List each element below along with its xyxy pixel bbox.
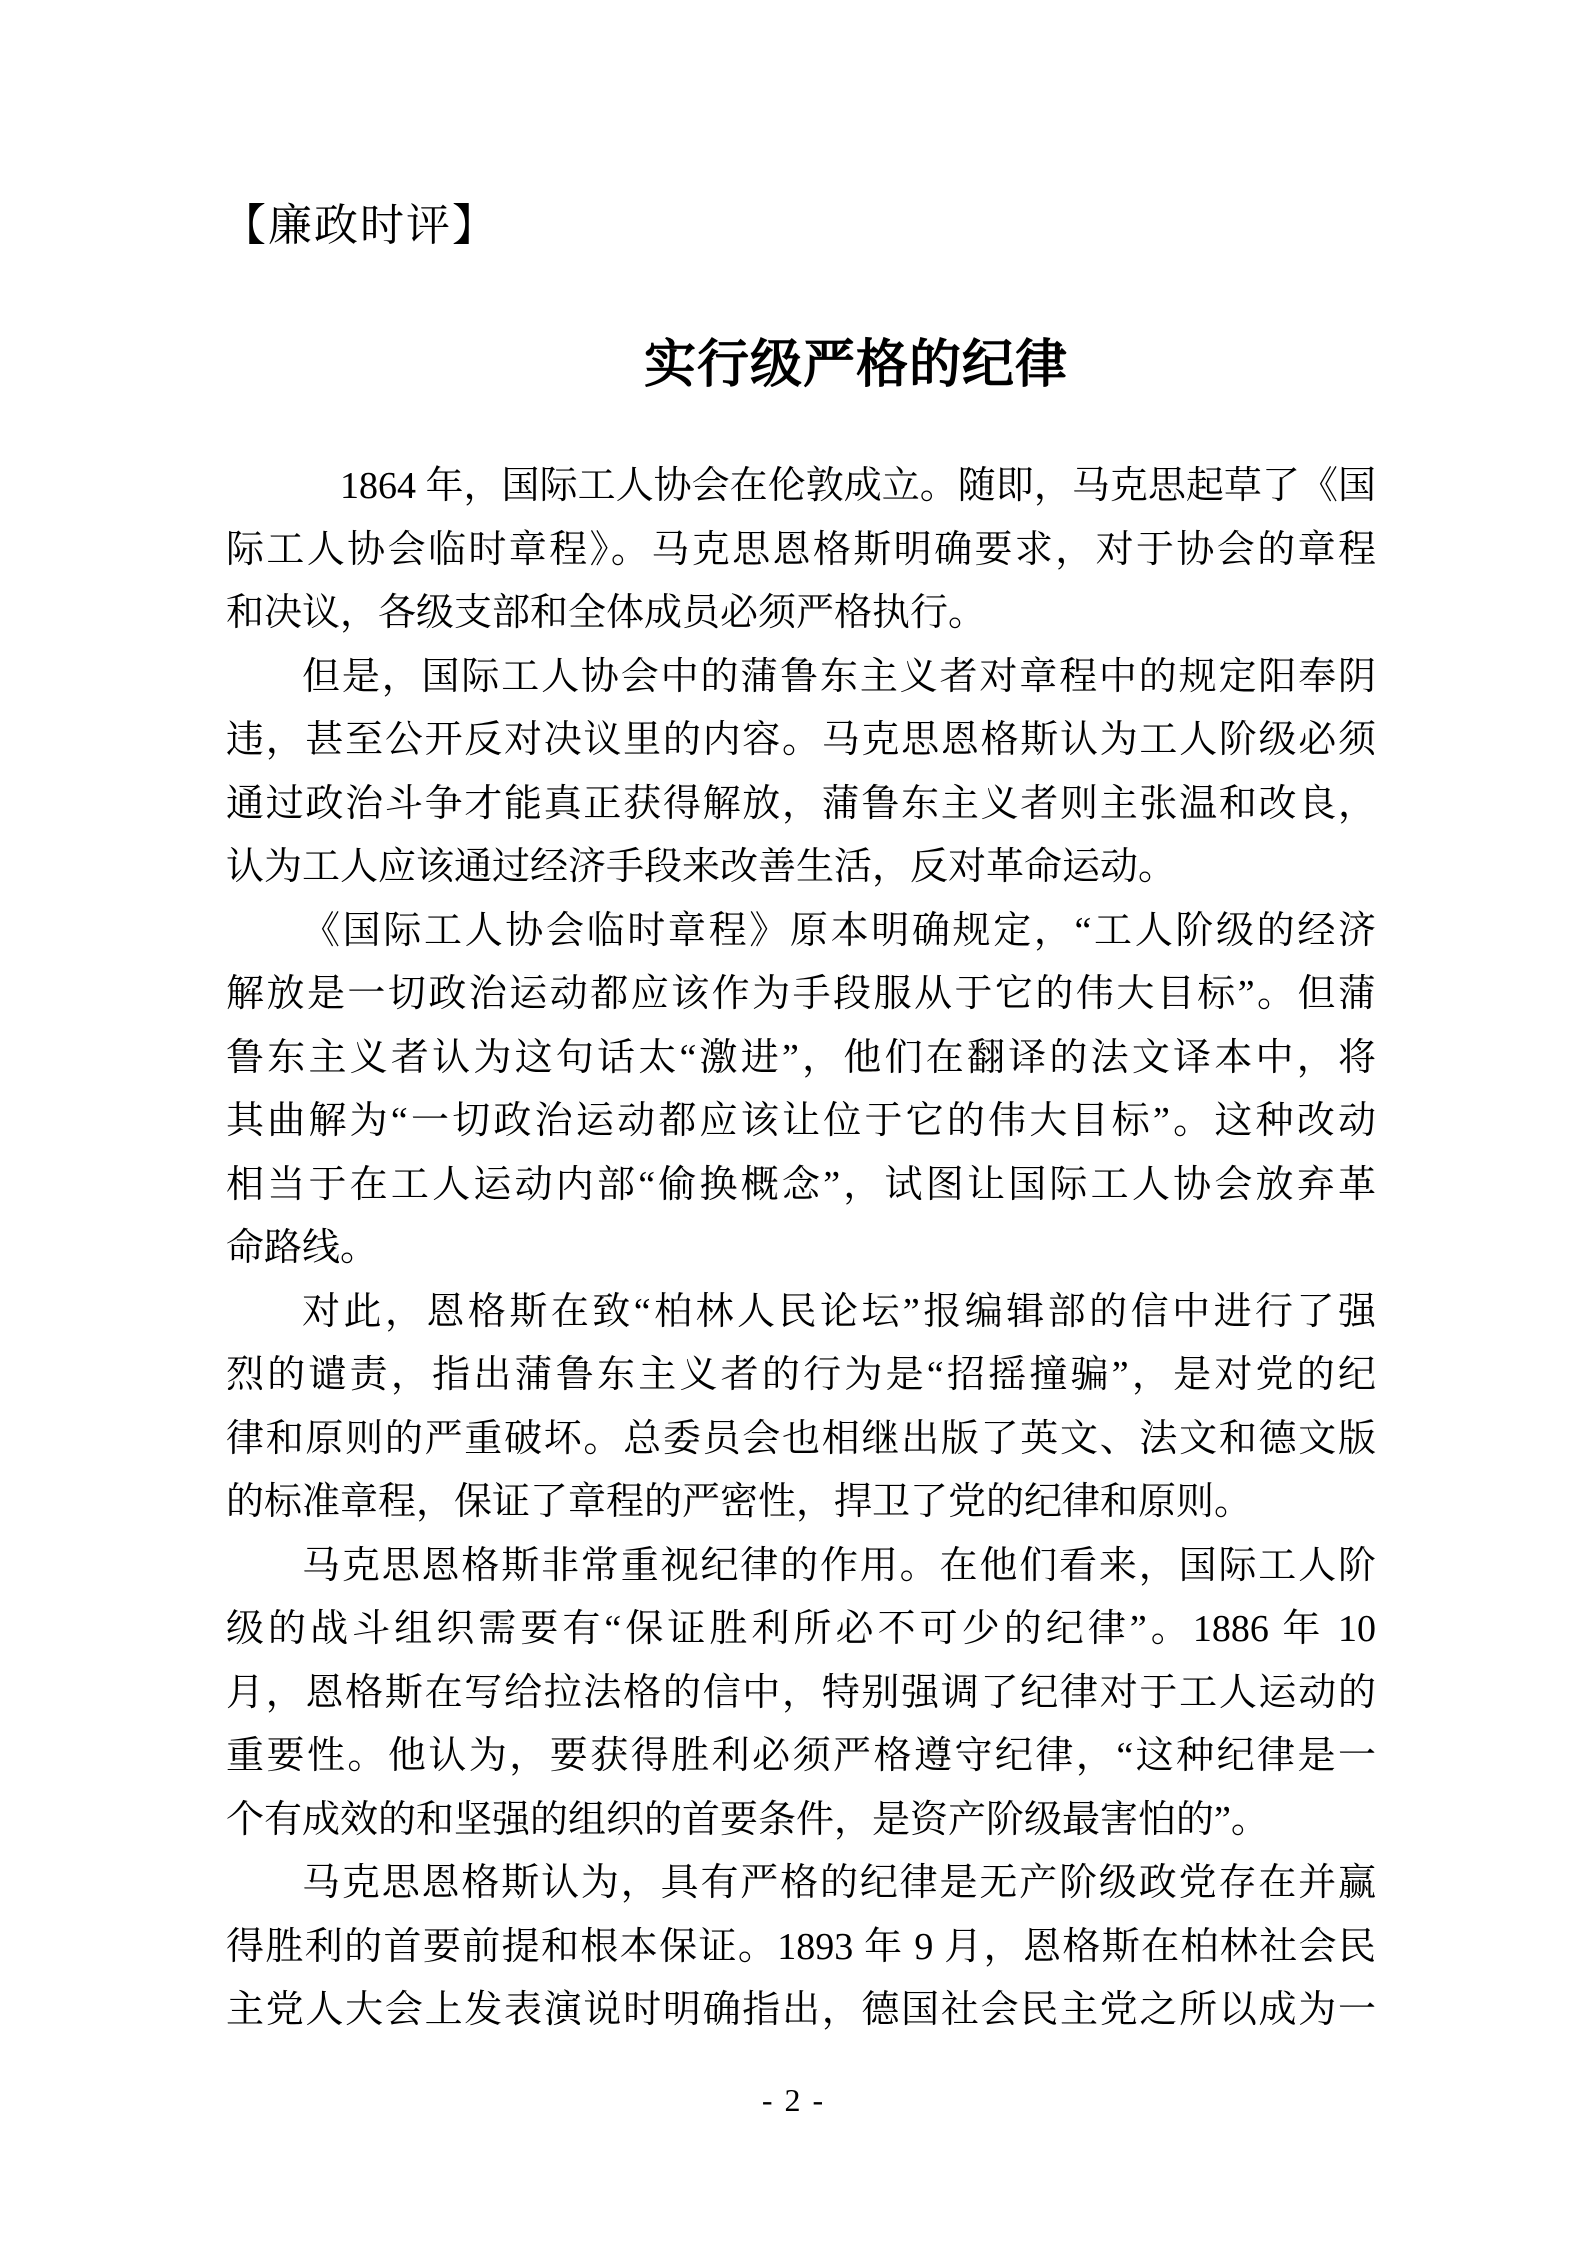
body-line: 的标准章程，保证了章程的严密性，捍卫了党的纪律和原则。	[226, 1481, 1253, 1523]
body-line: 得胜利的首要前提和根本保证。1893 年 9 月，恩格斯在柏林社会民	[226, 1925, 1376, 1968]
page-title: 实行级严格的纪律	[643, 337, 1068, 394]
body-line: 命路线。	[226, 1227, 379, 1269]
body-line: 烈的谴责，指出蒲鲁东主义者的行为是“招摇撞骗”，是对党的纪	[226, 1354, 1376, 1396]
section-header: 【廉政时评】	[222, 201, 498, 250]
body-line: 和决议，各级支部和全体成员必须严格执行。	[226, 592, 987, 634]
body-line: 律和原则的严重破坏。总委员会也相继出版了英文、法文和德文版	[226, 1417, 1376, 1460]
body-line: 认为工人应该通过经济手段来改善生活，反对革命运动。	[226, 846, 1177, 888]
body-text	[226, 455, 1376, 2043]
body-line: 《国际工人协会临时章程》原本明确规定，“工人阶级的经济	[302, 909, 1376, 952]
title-row	[281, 322, 1431, 397]
body-line: 主党人大会上发表演说时明确指出，德国社会民主党之所以成为一	[226, 1989, 1376, 2031]
body-line: 通过政治斗争才能真正获得解放，蒲鲁东主义者则主张温和改良，	[226, 782, 1376, 825]
body-line: 重要性。他认为，要获得胜利必须严格遵守纪律，“这种纪律是一	[226, 1735, 1376, 1777]
body-line: 月，恩格斯在写给拉法格的信中，特别强调了纪律对于工人运动的	[226, 1671, 1376, 1714]
body-line: 相当于在工人运动内部“偷换概念”，试图让国际工人协会放弃革	[226, 1163, 1376, 1206]
body-line: 马克思恩格斯认为，具有严格的纪律是无产阶级政党存在并赢	[302, 1862, 1376, 1904]
body-line: 际工人协会临时章程》。马克思恩格斯明确要求，对于协会的章程	[226, 528, 1376, 571]
page-number: - 2 -	[761, 2082, 826, 2118]
body-line: 级的战斗组织需要有“保证胜利所必不可少的纪律”。1886 年 10	[226, 1608, 1376, 1650]
body-line: 鲁东主义者认为这句话太“激进”，他们在翻译的法文译本中，将	[226, 1036, 1376, 1079]
body-line: 个有成效的和坚强的组织的首要条件，是资产阶级最害怕的”。	[226, 1798, 1269, 1841]
body-line: 马克思恩格斯非常重视纪律的作用。在他们看来，国际工人阶	[302, 1544, 1376, 1587]
body-line: 其曲解为“一切政治运动都应该让位于它的伟大目标”。这种改动	[226, 1100, 1376, 1142]
body-line: 违，甚至公开反对决议里的内容。马克思恩格斯认为工人阶级必须	[226, 719, 1376, 761]
body-line: 但是，国际工人协会中的蒲鲁东主义者对章程中的规定阳奉阴	[302, 655, 1376, 698]
body-line: 1864 年，国际工人协会在伦敦成立。随即，马克思起草了《国	[340, 465, 1376, 507]
body-line: 解放是一切政治运动都应该作为手段服从于它的伟大目标”。但蒲	[226, 973, 1376, 1015]
body-line: 对此，恩格斯在致“柏林人民论坛”报编辑部的信中进行了强	[302, 1290, 1376, 1333]
